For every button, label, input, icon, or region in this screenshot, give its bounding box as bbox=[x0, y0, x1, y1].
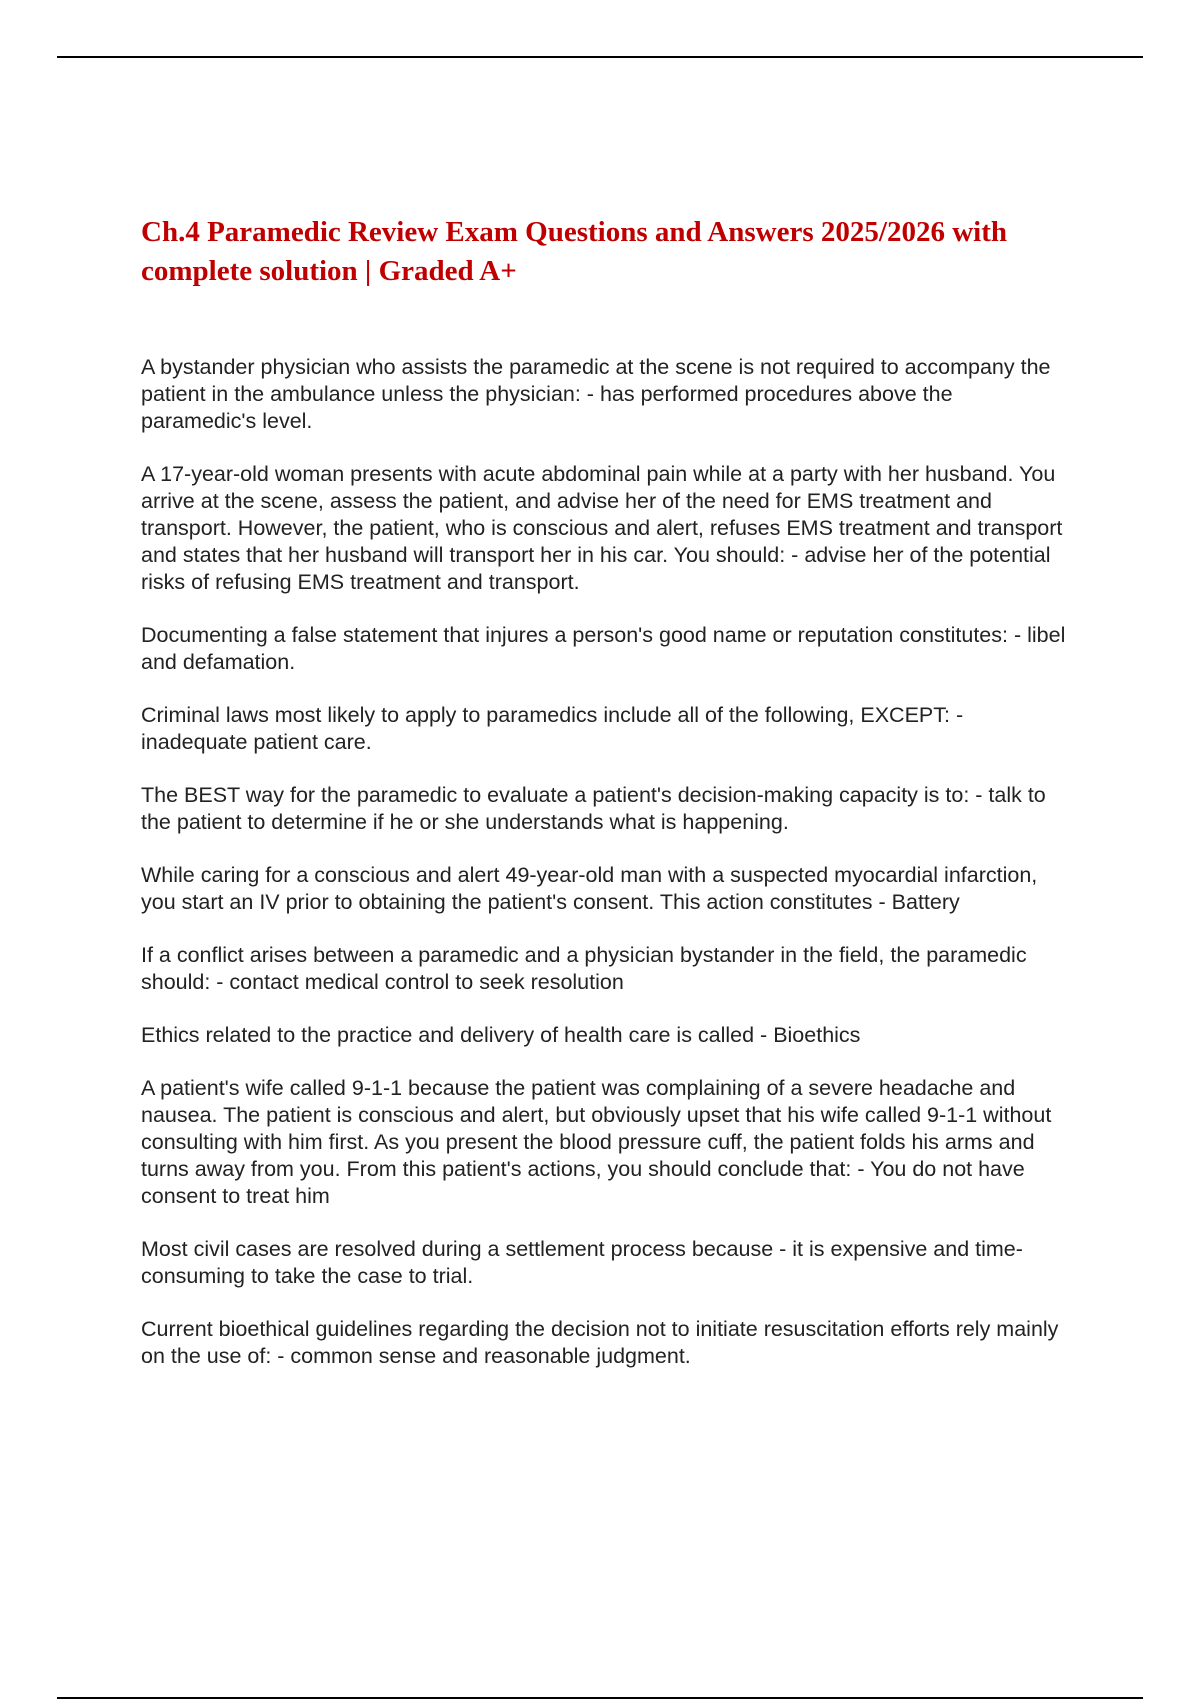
document-title: Ch.4 Paramedic Review Exam Questions and Answers 2025/2026 with complete solution | Graded A+ bbox=[141, 216, 1007, 287]
bottom-rule bbox=[57, 1697, 1143, 1699]
qa-item: While caring for a conscious and alert 49-year-old man with a suspected myocardial infarction, you start an IV prior to obtaining the patient's consent. This action constitutes - Battery bbox=[141, 863, 1038, 914]
qa-item: Documenting a false statement that injures a person's good name or reputation constitutes: - libel and defamation. bbox=[141, 623, 1066, 674]
qa-item: The BEST way for the paramedic to evaluate a patient's decision-making capacity is to: - talk to the patient to determine if he or she understands what is happening. bbox=[141, 783, 1046, 834]
qa-item: Ethics related to the practice and delivery of health care is called - Bioethics bbox=[141, 1023, 861, 1047]
qa-item: Criminal laws most likely to apply to paramedics include all of the following, EXCEPT: - inadequate patient care. bbox=[141, 703, 964, 754]
qa-item: Most civil cases are resolved during a settlement process because - it is expensive and time-consuming to take the case to trial. bbox=[141, 1237, 1023, 1288]
qa-item: A bystander physician who assists the paramedic at the scene is not required to accompany the patient in the ambulance unless the physician: - has performed procedures above the paramedic's level. bbox=[141, 355, 1051, 433]
qa-list bbox=[141, 354, 1071, 1396]
qa-item: A 17-year-old woman presents with acute abdominal pain while at a party with her husband. You arrive at the scene, assess the patient, and advise her of the need for EMS treatment and transport. However, the patient, who is conscious and alert, refuses EMS treatment and transport and states that her husband will transport her in his car. You should: - advise her of the potential risks of refusing EMS treatment and transport. bbox=[141, 462, 1063, 594]
qa-item: If a conflict arises between a paramedic and a physician bystander in the field, the paramedic should: - contact medical control to seek resolution bbox=[141, 943, 1027, 994]
top-rule bbox=[57, 56, 1143, 58]
qa-item: A patient's wife called 9-1-1 because the patient was complaining of a severe headache and nausea. The patient is conscious and alert, but obviously upset that his wife called 9-1-1 without consulting with him first. As you present the blood pressure cuff, the patient folds his arms and turns away from you. From this patient's actions, you should conclude that: - You do not have consent to treat him bbox=[141, 1076, 1052, 1208]
qa-item: Current bioethical guidelines regarding the decision not to initiate resuscitation efforts rely mainly on the use of: - common sense and reasonable judgment. bbox=[141, 1317, 1059, 1368]
